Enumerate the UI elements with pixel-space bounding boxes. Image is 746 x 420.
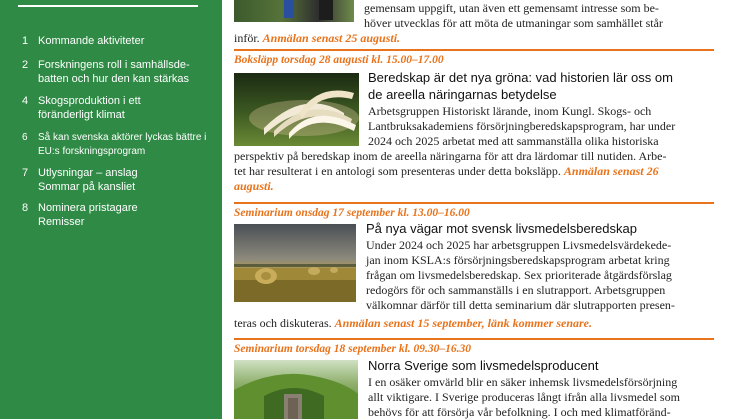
event-text-line: perspektiv på beredskap inom de areella näringarna för att dra lärdomar till nutiden. Arbe- — [234, 149, 667, 163]
event-text-line: behövs för att försörja vår befolkning. I och med klimatföränd- — [368, 405, 671, 419]
event-text-line: allt viktigare. I Sverige produceras långt ifrån alla livsmedel som — [368, 390, 680, 404]
toc-number: 6 — [22, 132, 28, 143]
event-title: de areella näringarnas betydelse — [368, 87, 557, 102]
registration-deadline-cont[interactable]: augusti. — [234, 179, 274, 193]
toc-number: 1 — [22, 35, 29, 47]
event-text-line — [234, 179, 714, 194]
sidebar — [0, 0, 222, 419]
top-line-3: inför. Anmälan senast 25 augusti. — [234, 31, 401, 45]
event-heading: Seminarium onsdag 17 september kl. 13.00–16.00 — [234, 207, 470, 219]
event-text-line: I en osäker omvärld blir en säker inhemsk livsmedelsförsörjning — [368, 375, 678, 389]
event-title: På nya vägar mot svensk livsmedelsberedskap — [366, 221, 637, 236]
registration-deadline[interactable]: Anmälan senast 15 september, länk kommer senare. — [334, 316, 592, 330]
toc-label: Utlysningar – anslag — [38, 167, 138, 179]
toc-label: Så kan svenska aktörer lyckas bättre i EU:s forskningsprogram — [38, 132, 207, 157]
event-divider — [234, 202, 714, 204]
event-text-line: tet har resulterat i en antologi som presenteras under detta boksläpp. Anmälan senast 26 — [234, 164, 659, 178]
top-line-2: höver utvecklas för att möta de utmaningar som samhället står — [364, 16, 663, 30]
toc-label: Sommar på kansliet — [38, 181, 136, 193]
sidebar-rule — [18, 5, 198, 7]
event-title: Beredskap är det nya gröna: vad historien lär oss om — [368, 70, 673, 85]
event-heading: Seminarium torsdag 18 september kl. 09.30–16.30 — [234, 343, 472, 355]
event-text-line: redogörs för och sammanställs i en slutrapport. Arbetsgruppen — [366, 283, 666, 297]
hay-bales-photo — [234, 224, 356, 302]
event-divider — [234, 338, 714, 340]
top-line-1: gemensam uppgift, utan även ett gemensamt intresse som be- — [364, 1, 659, 15]
event-heading: Boksläpp torsdag 28 augusti kl. 15.00–17.00 — [234, 54, 444, 66]
event-divider — [234, 49, 714, 51]
event-text-line: Arbetsgruppen Historiskt lärande, inom Kungl. Skogs- och — [368, 104, 652, 118]
event-text-line: frågan om livsmedelsberedskap. Sex prioriterade åtgärdsförslag — [366, 268, 672, 282]
toc-label: Kommande aktiviteter — [38, 35, 145, 47]
grass-roof-house-illustration — [234, 360, 358, 419]
registration-deadline[interactable]: Anmälan senast 25 augusti. — [262, 31, 401, 45]
toc-number: 2 — [22, 59, 29, 71]
event-text-line: 2024 och 2025 arbetat med att sammanställa olika historiska — [368, 134, 659, 148]
book-photo — [234, 73, 359, 146]
toc-number: 4 — [22, 95, 29, 107]
earth-house-photo — [234, 360, 358, 419]
toc-label: Nominera pristagare — [38, 202, 138, 214]
open-book-illustration — [234, 73, 359, 146]
event-text-line: jan inom KSLA:s försörjningsberedskapsprogram arbetat kring — [366, 253, 670, 267]
event-title: Norra Sverige som livsmedelsproducent — [368, 358, 599, 373]
event-text-line: välkomnar därför till detta seminarium där slutrapporten presen- — [366, 298, 675, 312]
event-text-line: teras och diskuteras. Anmälan senast 15 september, länk kommer senare. — [234, 316, 592, 330]
toc-number: 8 — [22, 202, 29, 214]
registration-deadline[interactable]: Anmälan senast 26 — [563, 164, 659, 178]
main-content — [222, 0, 746, 419]
toc-number: 7 — [22, 167, 29, 179]
toc-label: Remisser — [38, 216, 85, 228]
toc-label: Skogsproduktion i ett föränderligt klimat — [38, 95, 141, 121]
field-illustration — [234, 224, 356, 302]
toc-label: Forskningens roll i samhällsde-batten och hur den kan stärkas — [38, 59, 190, 85]
event-text-line: Lantbruksakademiens försörjningberedskapsprogram, har under — [368, 119, 676, 133]
top-event-photo — [234, 0, 354, 22]
event-text-line: Under 2024 och 2025 har arbetsgruppen Livsmedelsvärdekedе- — [366, 238, 672, 252]
